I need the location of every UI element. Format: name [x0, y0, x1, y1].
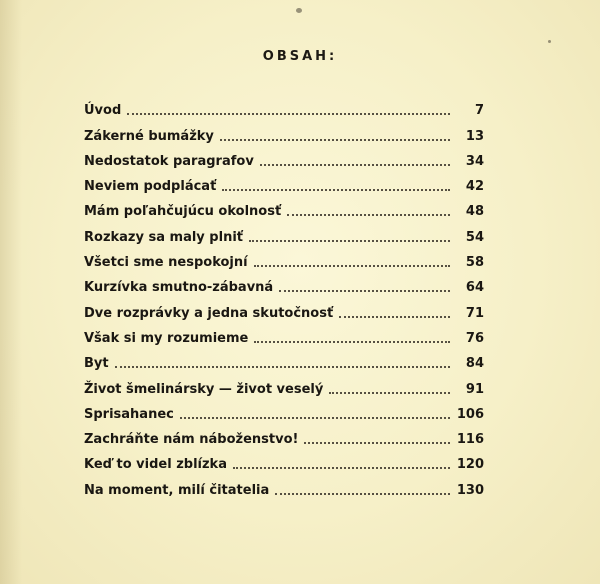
toc-entry: [84, 296, 484, 321]
toc-entry-page-number: 120: [456, 457, 484, 473]
toc-entry: [84, 195, 484, 220]
table-of-contents: [84, 94, 484, 499]
dot-leader: [254, 265, 450, 267]
toc-entry-title: Úvod: [84, 103, 122, 119]
toc-entry-title: Však si my rozumieme: [84, 330, 249, 346]
toc-entry-page-number: 116: [456, 432, 484, 448]
toc-entry-page-number: 84: [465, 356, 484, 372]
dot-leader: [180, 417, 450, 419]
toc-entry-title: Zákerné bumážky: [84, 128, 214, 144]
toc-entry-title: Život šmelinársky — život veselý: [84, 381, 324, 397]
toc-entry: [84, 94, 484, 119]
toc-entry-page-number: 130: [456, 482, 484, 498]
toc-entry-title: Zachráňte nám náboženstvo!: [84, 432, 299, 448]
dot-leader: [220, 139, 450, 141]
dot-leader: [222, 189, 450, 191]
toc-entry-title: Mám poľahčujúcu okolnosť: [84, 204, 282, 220]
toc-entry-page-number: 64: [465, 280, 484, 296]
toc-entry-page-number: 76: [465, 330, 484, 346]
dot-leader: [339, 316, 450, 318]
dot-leader: [304, 442, 450, 444]
toc-entry-title: Sprisahanec: [84, 406, 174, 422]
toc-entry: [84, 246, 484, 271]
dot-leader: [249, 240, 450, 242]
toc-entry-title: Kurzívka smutno-zábavná: [84, 280, 274, 296]
toc-entry-title: Na moment, milí čitatelia: [84, 482, 270, 498]
toc-entry-page-number: 34: [465, 153, 484, 169]
toc-entry-title: Neviem podplácať: [84, 179, 217, 195]
dot-leader: [329, 392, 450, 394]
page-edge-shadow: [0, 0, 22, 584]
toc-entry: [84, 145, 484, 170]
toc-entry-page-number: 91: [465, 381, 484, 397]
toc-entry: [84, 372, 484, 397]
dot-leader: [233, 467, 450, 469]
toc-entry: [84, 398, 484, 423]
toc-entry: [84, 322, 484, 347]
dot-leader: [279, 290, 450, 292]
toc-entry: [84, 473, 484, 498]
toc-entry: [84, 448, 484, 473]
toc-entry: [84, 220, 484, 245]
toc-entry-title: Nedostatok paragrafov: [84, 153, 254, 169]
paper-speck: [548, 40, 551, 43]
page-title: OBSAH:: [262, 49, 338, 64]
dot-leader: [254, 341, 450, 343]
toc-entry: [84, 119, 484, 144]
toc-entry-page-number: 48: [465, 204, 484, 220]
toc-entry-page-number: 71: [465, 305, 484, 321]
dot-leader: [115, 366, 450, 368]
toc-entry-page-number: 106: [456, 406, 484, 422]
toc-entry-page-number: 54: [465, 229, 484, 245]
toc-entry-title: Všetci sme nespokojní: [84, 255, 248, 271]
toc-entry-title: Dve rozprávky a jedna skutočnosť: [84, 305, 334, 321]
toc-entry-title: Keď to videl zblízka: [84, 457, 227, 473]
toc-entry: [84, 170, 484, 195]
toc-entry-title: Rozkazy sa maly plniť: [84, 229, 243, 245]
toc-entry-page-number: 7: [474, 103, 484, 119]
dot-leader: [260, 164, 450, 166]
toc-entry: [84, 423, 484, 448]
toc-entry-page-number: 13: [465, 128, 484, 144]
toc-entry-page-number: 58: [465, 255, 484, 271]
paper-speck: [296, 8, 302, 13]
toc-entry: [84, 271, 484, 296]
toc-entry: [84, 347, 484, 372]
toc-entry-page-number: 42: [465, 179, 484, 195]
dot-leader: [127, 113, 450, 115]
toc-entry-title: Byt: [84, 356, 109, 372]
dot-leader: [287, 214, 450, 216]
dot-leader: [275, 493, 450, 495]
